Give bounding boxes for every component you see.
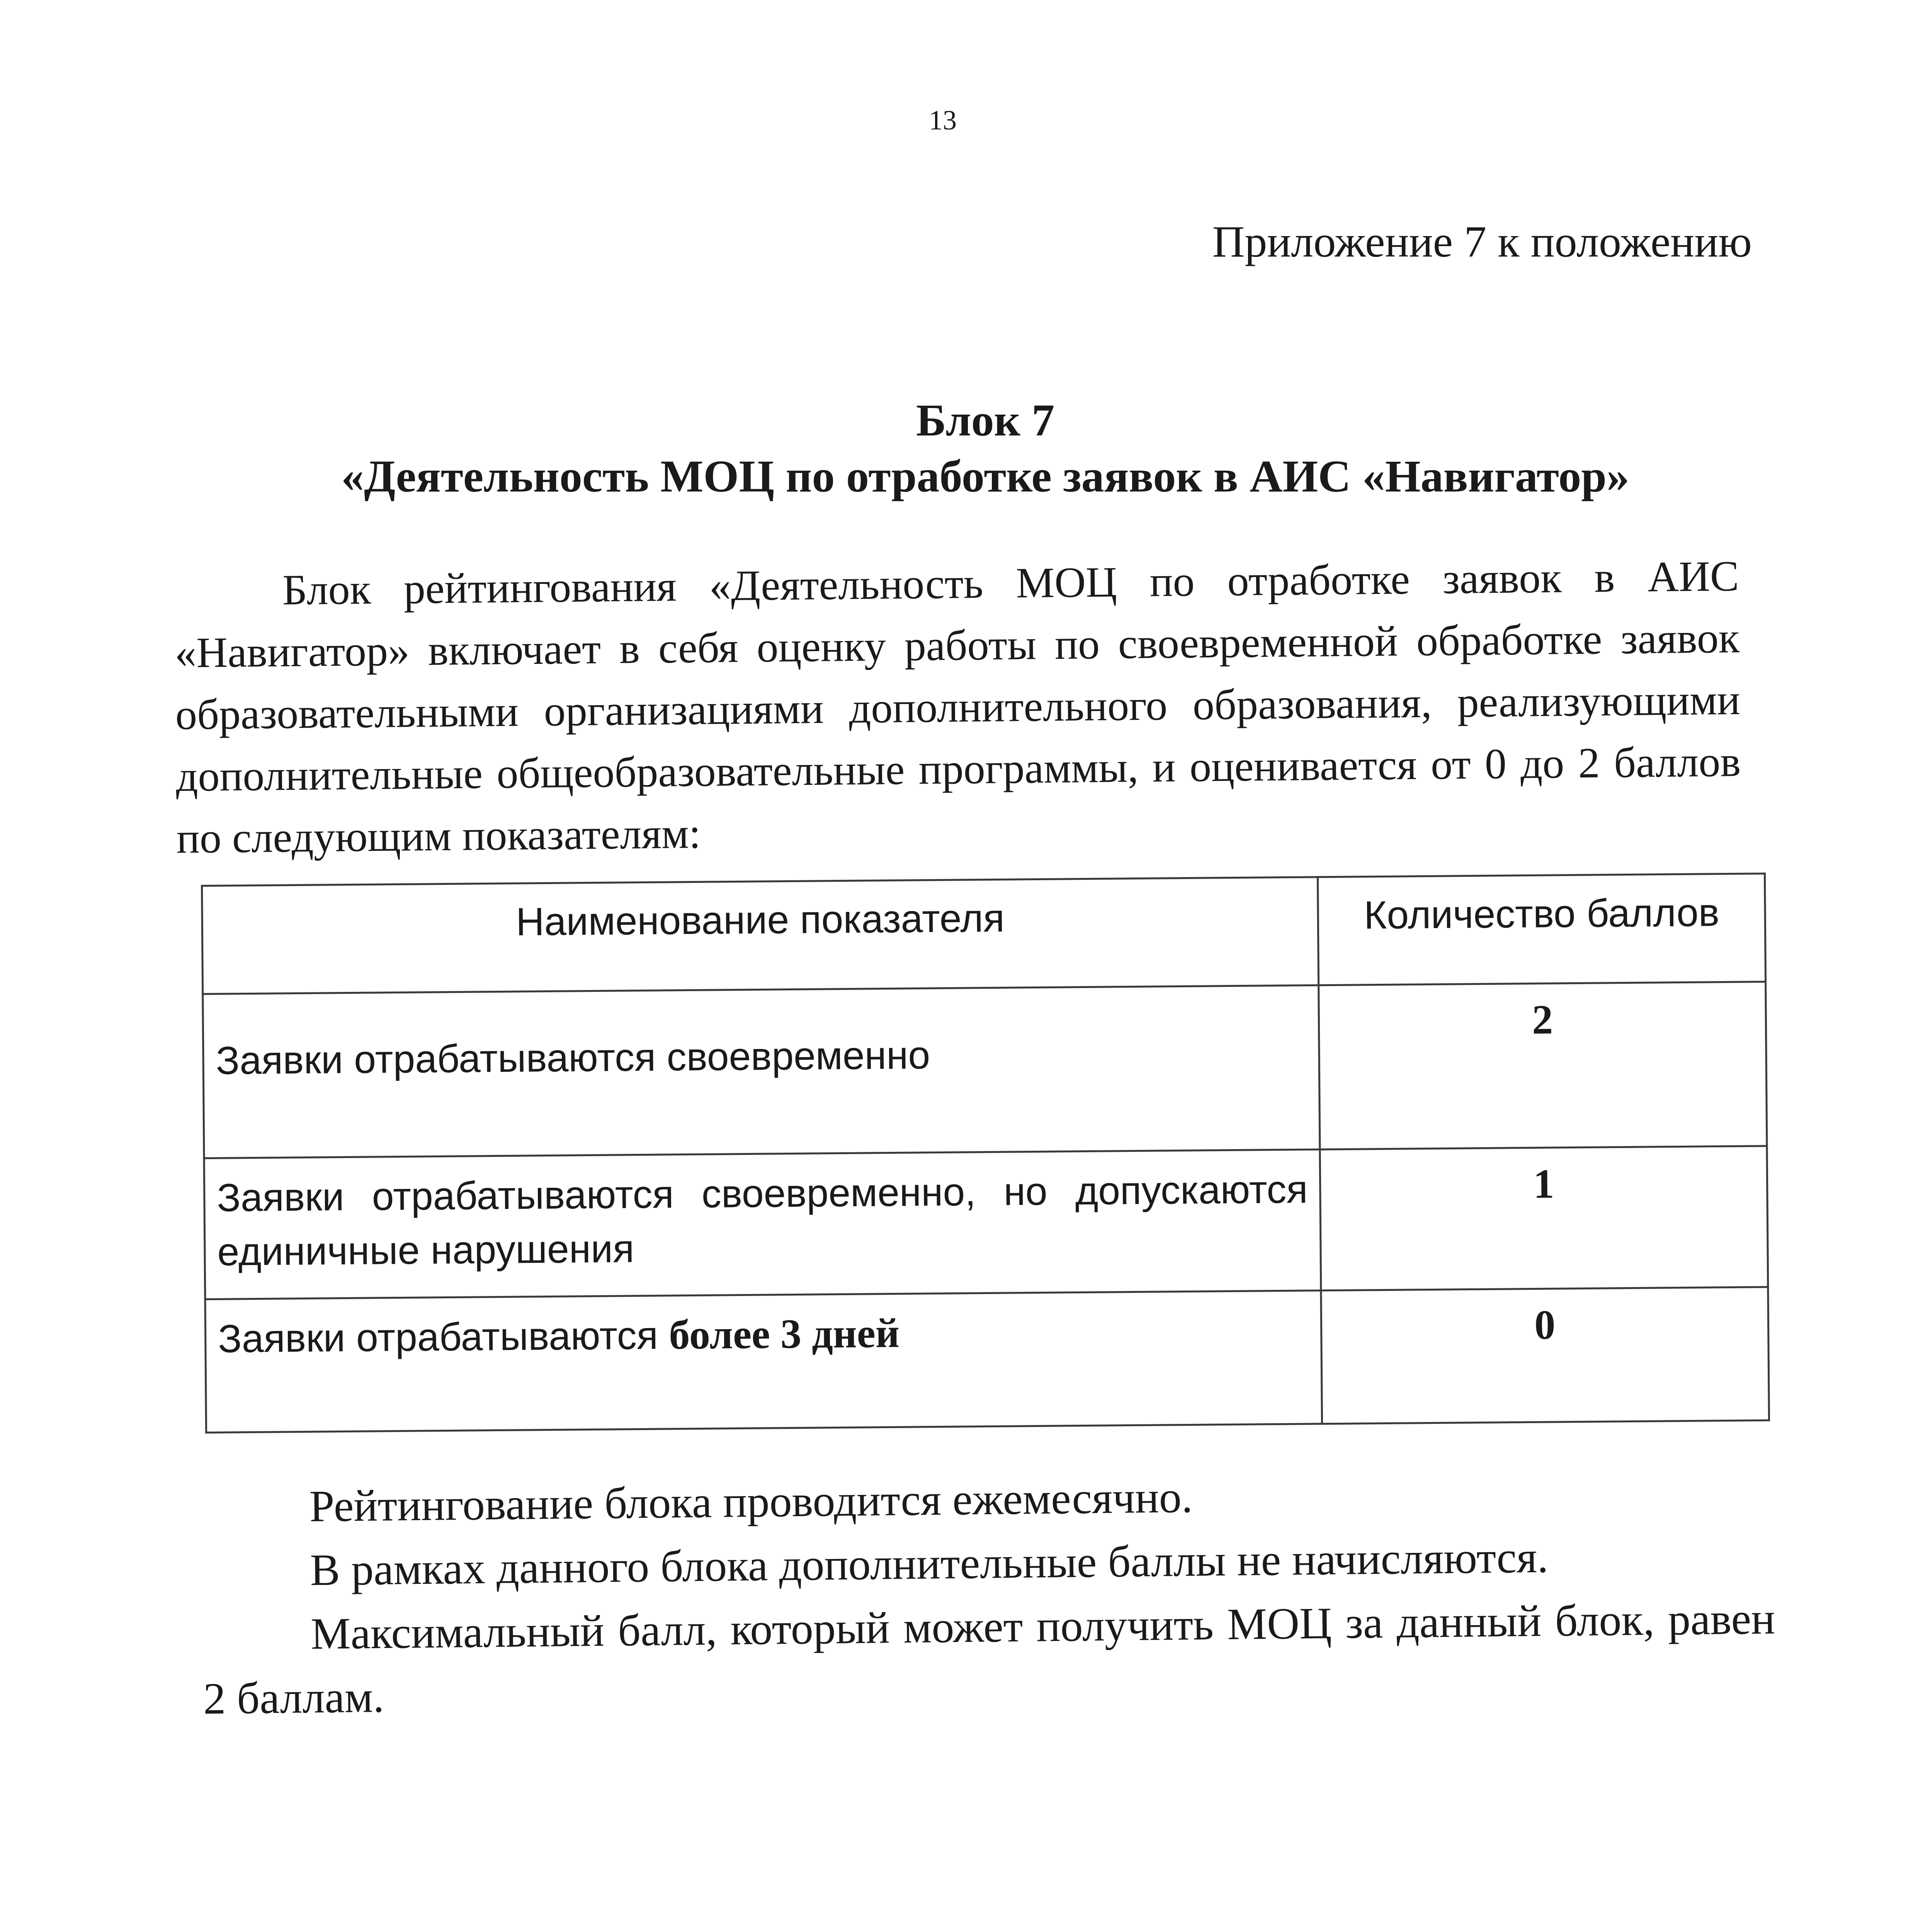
indicator-text: Заявки отрабатываются своевременно, но допускаются единичные нарушения <box>216 1167 1308 1274</box>
indicator-text-bold: более 3 дней <box>668 1310 900 1358</box>
table-row <box>205 1287 1769 1433</box>
criteria-table <box>201 872 1770 1434</box>
points-cell: 2 <box>1319 982 1767 1150</box>
intro-paragraph: Блок рейтингования «Деятельность МОЦ по отработке заявок в АИС «Навигатор» включает в себя оценку работы по своевременной обработке заявок образовательными организациями дополнительного образования, реализующими дополнительные общеобразовательные программы, и оценивается от 0 до 2 баллов по следующим показателям: <box>174 552 1741 862</box>
closing-paragraph-max-score: Максимальный балл, который может получить МОЦ за данный блок, равен 2 баллам. <box>203 1594 1775 1724</box>
table-header-row <box>202 874 1766 994</box>
header-indicator: Наименование показателя <box>202 877 1319 994</box>
closing-section <box>201 1459 1776 1731</box>
points-cell: 0 <box>1321 1287 1769 1424</box>
block-subtitle: «Деятельность МОЦ по отработке заявок в АИС «Навигатор» <box>341 451 1629 502</box>
points-cell: 1 <box>1320 1146 1768 1291</box>
indicator-cell <box>204 1150 1321 1299</box>
page-number: 13 <box>929 105 957 136</box>
table-row <box>204 1146 1768 1299</box>
closing-paragraph-frequency: Рейтингование блока проводится ежемесячно. <box>309 1473 1193 1532</box>
block-title: Блок 7 <box>916 395 1055 446</box>
indicator-cell <box>203 985 1320 1158</box>
table-row <box>203 982 1767 1158</box>
indicator-text: Заявки отрабатываются своевременно <box>216 1033 930 1083</box>
indicator-cell <box>205 1291 1322 1433</box>
indicator-text: Заявки отрабатываются <box>218 1313 669 1361</box>
header-points: Количество баллов <box>1318 874 1766 985</box>
closing-paragraph-extra-points: В рамках данного блока дополнительные баллы не начисляются. <box>309 1532 1549 1595</box>
appendix-label: Приложение 7 к положению <box>1212 217 1752 267</box>
